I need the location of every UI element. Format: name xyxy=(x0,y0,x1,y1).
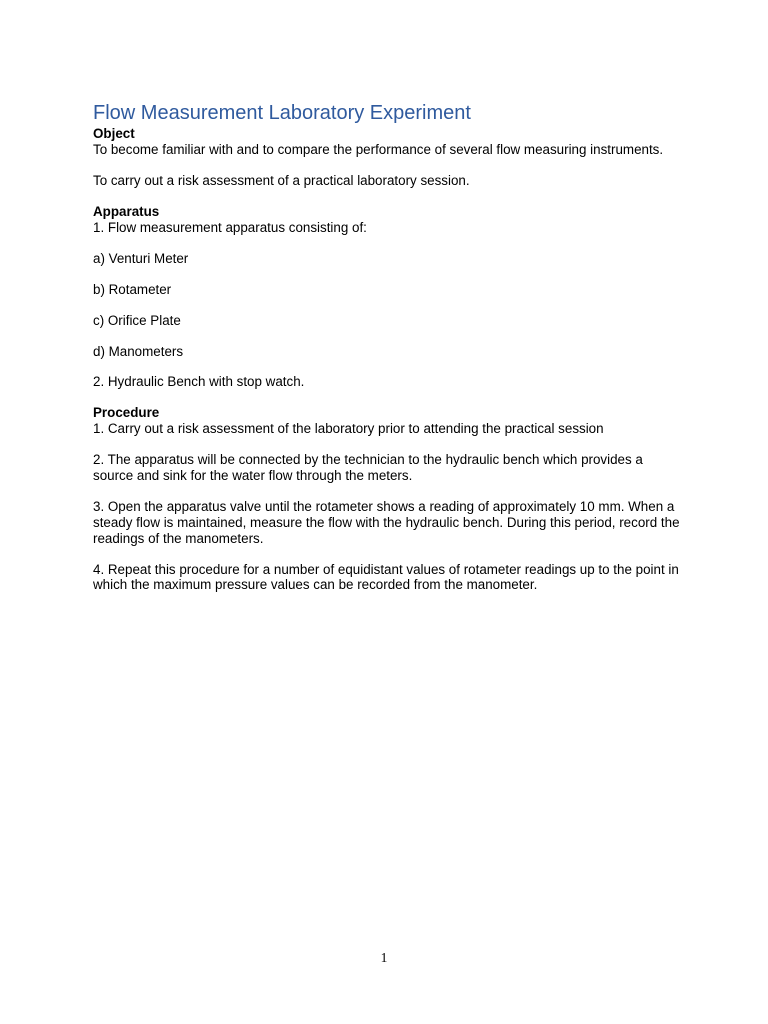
apparatus-heading: Apparatus xyxy=(93,203,160,219)
object-paragraph: To become familiar with and to compare the performance of several flow measuring instruments. xyxy=(93,141,664,157)
document-title: Flow Measurement Laboratory Experiment xyxy=(93,102,471,124)
procedure-step: 2. The apparatus will be connected by the technician to the hydraulic bench which provides a source and sink for the water flow through the meters. xyxy=(93,452,643,484)
apparatus-intro: 1. Flow measurement apparatus consisting of: xyxy=(93,219,367,235)
procedure-section xyxy=(93,405,683,593)
apparatus-item: b) Rotameter xyxy=(93,281,172,297)
document-body xyxy=(93,100,683,593)
procedure-step: 1. Carry out a risk assessment of the laboratory prior to attending the practical session xyxy=(93,421,604,437)
apparatus-bench: 2. Hydraulic Bench with stop watch. xyxy=(93,374,305,390)
apparatus-item: c) Orifice Plate xyxy=(93,312,181,328)
procedure-step: 3. Open the apparatus valve until the rotameter shows a reading of approximately 10 mm. When a steady flow is maintained, measure the flow with the hydraulic bench. During this period, record the readings of the manometers. xyxy=(93,499,680,546)
apparatus-item: d) Manometers xyxy=(93,343,184,359)
page-number: 1 xyxy=(380,950,388,965)
object-heading: Object xyxy=(93,126,135,141)
procedure-step: 4. Repeat this procedure for a number of equidistant values of rotameter readings up to the point in which the maximum pressure values can be recorded from the manometer. xyxy=(93,561,679,593)
apparatus-item: a) Venturi Meter xyxy=(93,250,189,266)
procedure-heading: Procedure xyxy=(93,405,160,421)
apparatus-section xyxy=(93,204,683,391)
object-section xyxy=(93,126,683,189)
object-paragraph: To carry out a risk assessment of a practical laboratory session. xyxy=(93,172,470,188)
